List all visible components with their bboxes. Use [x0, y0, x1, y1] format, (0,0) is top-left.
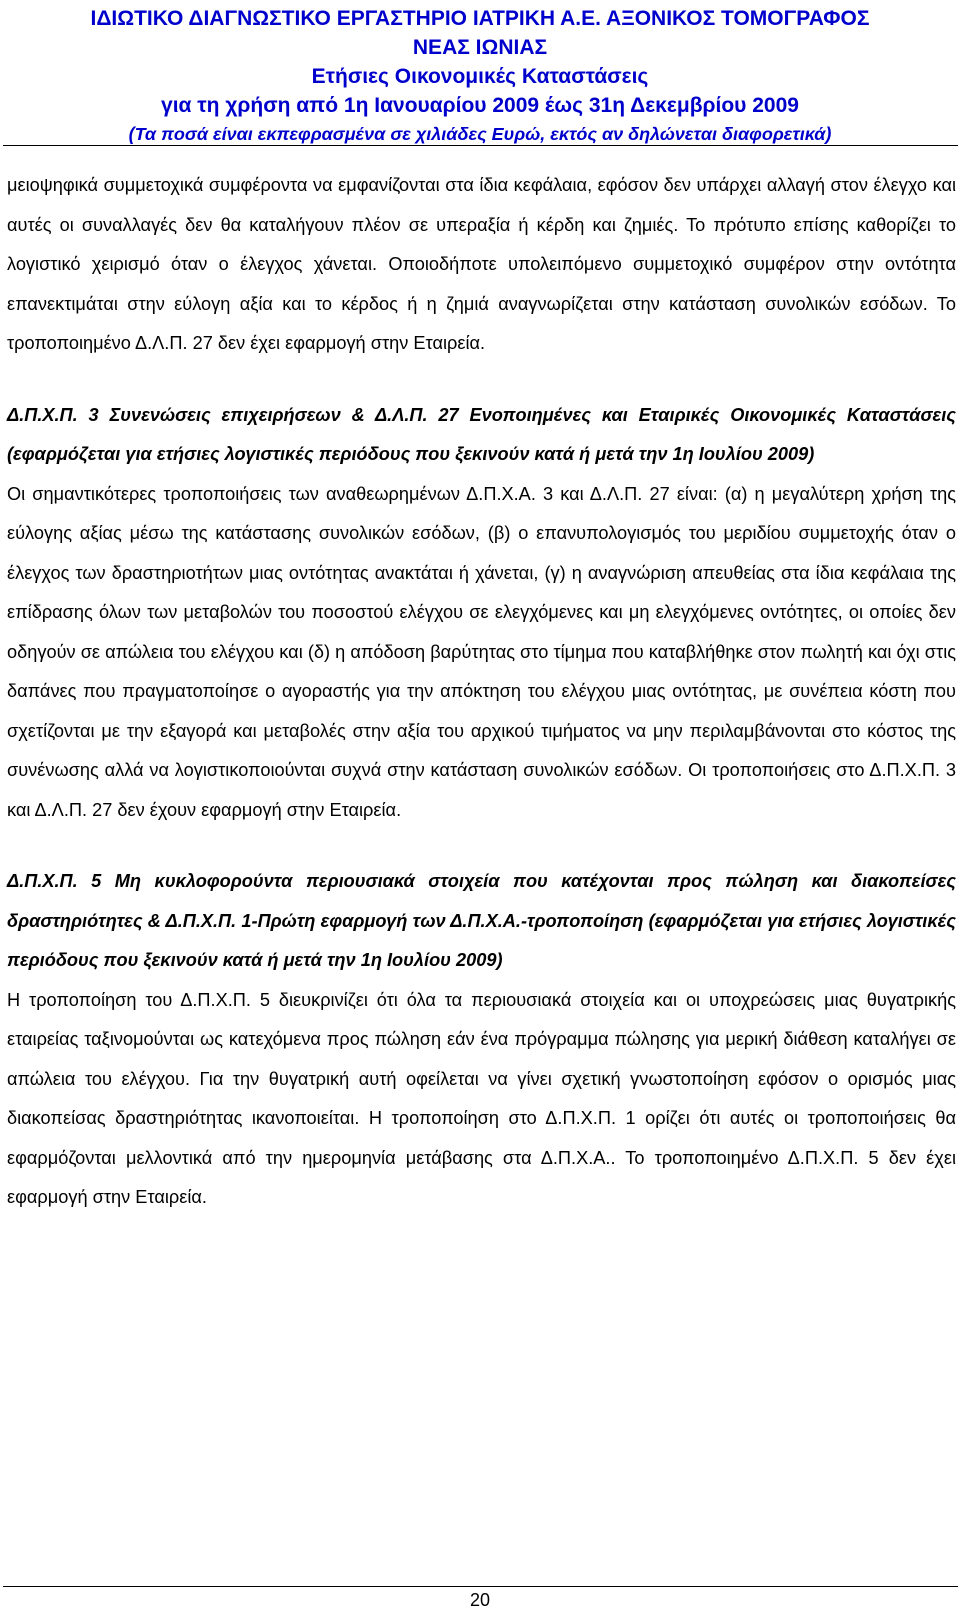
header-divider — [3, 145, 958, 146]
report-period: για τη χρήση από 1η Ιανουαρίου 2009 έως 31η Δεκεμβρίου 2009 — [161, 94, 799, 117]
document-body — [7, 166, 956, 1218]
company-location: ΝΕΑΣ ΙΩΝΙΑΣ — [412, 36, 548, 59]
footer-divider — [3, 1586, 958, 1587]
company-name: ΙΔΙΩΤΙΚΟ ΔΙΑΓΝΩΣΤΙΚΟ ΕΡΓΑΣΤΗΡΙΟ ΙΑΤΡΙΚΗ Α.Ε. ΑΞΟΝΙΚΟΣ ΤΟΜΟΓΡΑΦΟΣ — [90, 7, 870, 30]
spacer — [7, 830, 956, 862]
intro-paragraph: μειοψηφικά συμμετοχικά συμφέροντα να εμφανίζονται στα ίδια κεφάλαια, εφόσον δεν υπάρχει αλλαγή στον έλεγχο και αυτές οι συναλλαγές δεν θα καταλήγουν πλέον σε υπεραξία ή κέρδη και ζημιές. Το πρότυπο επίσης καθορίζει το λογιστικό χειρισμό όταν ο έλεγχος χάνεται. Οποιοδήποτε υπολειπόμενο συμμετοχικό συμφέρον στην οντότητα επανεκτιμάται στην εύλογη αξία και το κέρδος ή η ζημιά αναγνωρίζεται στην κατάσταση συνολικών εσόδων. Το τροποποιημένο Δ.Λ.Π. 27 δεν έχει εφαρμογή στην Εταιρεία. — [7, 175, 956, 353]
currency-note: (Τα ποσά είναι εκπεφρασμένα σε χιλιάδες Ευρώ, εκτός αν δηλώνεται διαφορετικά) — [128, 124, 832, 144]
section-heading-ifrs3-ias27: Δ.Π.Χ.Π. 3 Συνενώσεις επιχειρήσεων & Δ.Λ.Π. 27 Ενοποιημένες και Εταιρικές Οικονομικές Καταστάσεις (εφαρμόζεται για ετήσιες λογιστικές περιόδους που ξεκινούν κατά ή μετά την 1η Ιουλίου 2009) — [7, 404, 956, 464]
page-number: 20 — [469, 1590, 491, 1610]
section-body-ifrs3-ias27: Οι σημαντικότερες τροποποιήσεις των αναθεωρημένων Δ.Π.Χ.Α. 3 και Δ.Λ.Π. 27 είναι: (α) η μεγαλύτερη χρήση της εύλογης αξίας μέσω της κατάστασης συνολικών εσόδων, (β) ο επανυπολογισμός του μεριδίου συμμετοχής όταν ο έλεγχος των δραστηριοτήτων μιας οντότητας ανακτάται ή χάνεται, (γ) η αναγνώριση απευθείας στα ίδια κεφάλαια της επίδρασης όλων των μεταβολών του ποσοστού ελέγχου σε ελεγχόμενες και μη ελεγχόμενες οντότητες, οι οποίες δεν οδηγούν σε απώλεια του ελέγχου και (δ) η απόδοση βαρύτητας στο τίμημα που καταβλήθηκε στον πωλητή και όχι στις δαπάνες που πραγματοποίησε ο αγοραστής για την απόκτηση του ελέγχου μιας οντότητας, με συνέπεια κόστη που σχετίζονται με την εξαγορά και μεταβολές στην αξία του αρχικού τιμήματος να μην περιλαμβάνονται στο κόστος της συνένωσης αλλά να λογιστικοποιούνται συχνά στην κατάσταση συνολικών εσόδων. Οι τροποποιήσεις στο Δ.Π.Χ.Π. 3 και Δ.Λ.Π. 27 δεν έχουν εφαρμογή στην Εταιρεία. — [7, 483, 956, 820]
section-heading-ifrs5-ifrs1: Δ.Π.Χ.Π. 5 Μη κυκλοφορούντα περιουσιακά στοιχεία που κατέχονται προς πώληση και διακοπείσες δραστηριότητες & Δ.Π.Χ.Π. 1-Πρώτη εφαρμογή των Δ.Π.Χ.Α.-τροποποίηση (εφαρμόζεται για ετήσιες λογιστικές περιόδους που ξεκινούν κατά ή μετά την 1η Ιουλίου 2009) — [7, 871, 956, 970]
spacer — [7, 364, 956, 396]
report-title: Ετήσιες Οικονομικές Καταστάσεις — [311, 65, 649, 88]
section-body-ifrs5-ifrs1: Η τροποποίηση του Δ.Π.Χ.Π. 5 διευκρινίζει ότι όλα τα περιουσιακά στοιχεία και οι υποχρεώσεις μιας θυγατρικής εταιρείας ταξινομούνται ως κατεχόμενα προς πώληση εάν ένα πρόγραμμα πώλησης για μερική διάθεση καταλήγει σε απώλεια του ελέγχου. Για την θυγατρική αυτή οφείλεται να γίνει σχετική γνωστοποίηση εφόσον ο ορισμός μιας διακοπείσας δραστηριότητας ικανοποιείται. Η τροποποίηση στο Δ.Π.Χ.Π. 1 ορίζει ότι αυτές οι τροποποιήσεις θα εφαρμόζονται μελλοντικά από την ημερομηνία μετάβασης στα Δ.Π.Χ.Α.. Το τροποποιημένο Δ.Π.Χ.Π. 5 δεν έχει εφαρμογή στην Εταιρεία. — [7, 989, 956, 1207]
document-header — [0, 4, 960, 148]
